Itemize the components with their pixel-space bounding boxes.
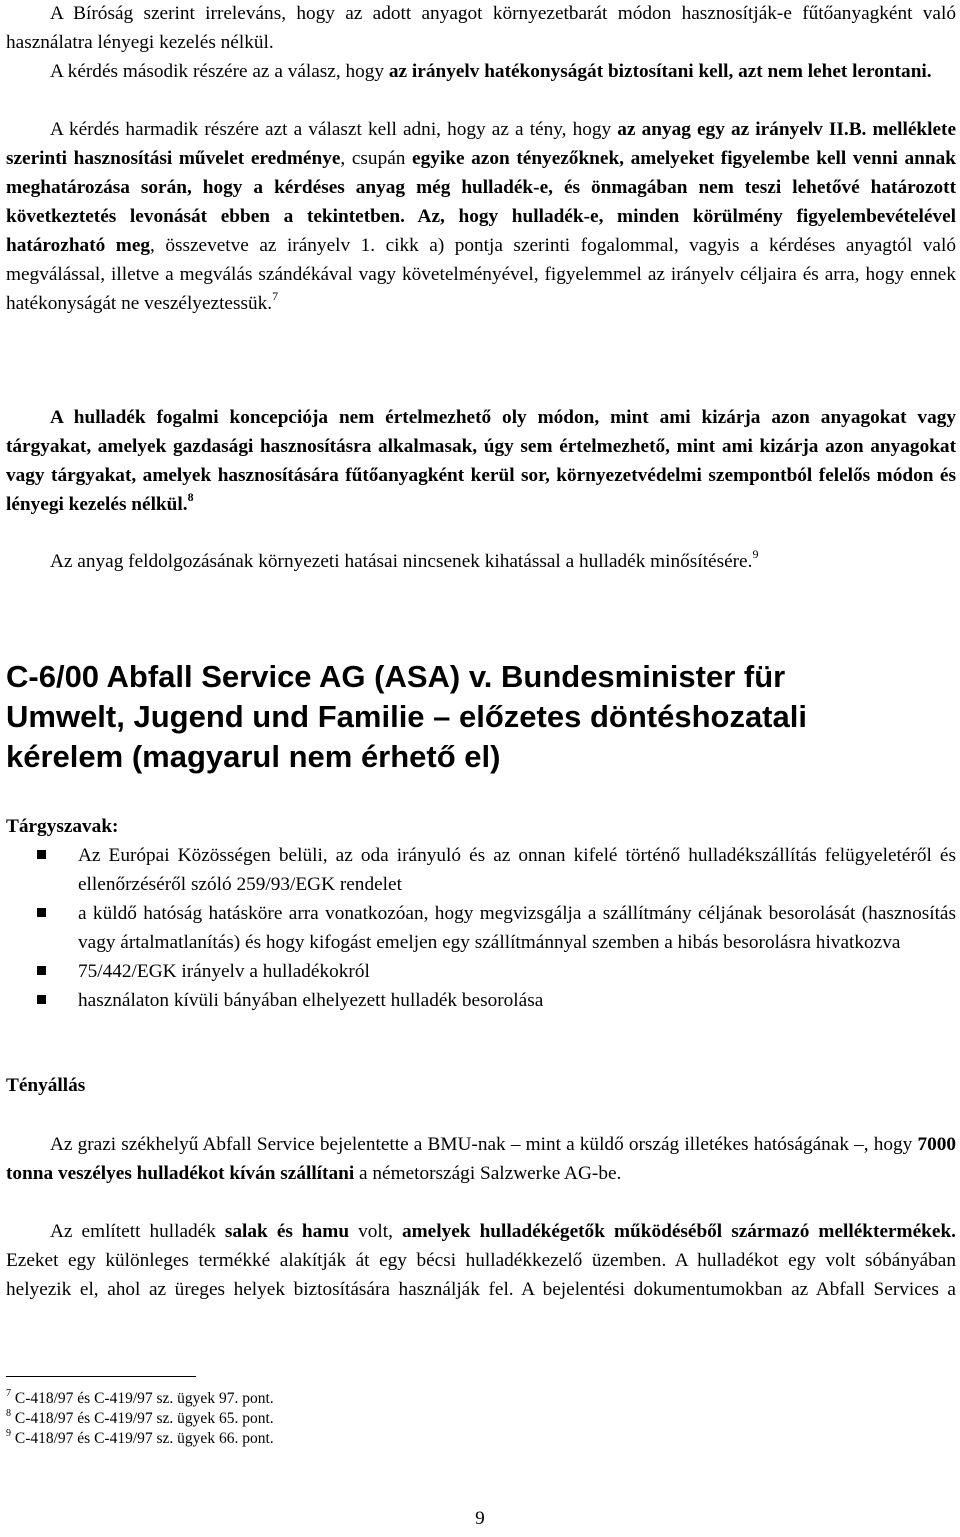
bold-text: A hulladék fogalmi koncepciója nem értelmezhető oly módon, mint ami kizárja azon anyagokat vagy tárgyakat, amelyek gazdasági hasznosításra alkalmasak, úgy sem értelmezhető, mint ami kizárja azon anyagokat vagy tárgyakat, amelyek hasznosítására fűtőanyagként kerül sor, környezetvédelmi szempontból felelős módon és lényegi kezelés nélkül. [6, 407, 956, 515]
footnote [6, 1429, 956, 1449]
keyword-text: a küldő hatóság hatásköre arra vonatkozóan, hogy megvizsgálja a szállítmány céljának besorolását (hasznosítás vagy ártalmatlanítás) és hogy kifogást emeljen egy szállítmánnyal szemben a hibás besorolásra hivatkozva [78, 903, 956, 953]
paragraph-text: Az anyag feldolgozásának környezeti hatásai nincsenek kihatással a hulladék minősítésére. [50, 551, 753, 572]
paragraph-text: A kérdés harmadik részére azt a választ kell adni, hogy az a tény, hogy [50, 119, 618, 140]
bold-text: amelyek hulladékégetők működéséből származó melléktermékek. [401, 1221, 957, 1242]
footnote-number: 9 [6, 1427, 11, 1439]
bullet-square-icon [37, 995, 46, 1004]
bold-text: egyike azon tényezőknek, amelyeket figyelembe kell venni annak meghatározása során, hogy a kérdéses anyag még hulladék-e, és önmagában nem teszi lehetővé határozott következtetés levonását ebben a tekintetben. Az, hogy hulladék-e, minden körülmény figyelembevételével határozható meg [6, 148, 956, 256]
paragraph-waste-concept [6, 403, 956, 519]
footnote [6, 1409, 956, 1429]
paragraph-text: Az említett hulladék [50, 1221, 225, 1242]
paragraph-text: a németországi Salzwerke AG-be. [354, 1163, 622, 1184]
footnote [6, 1389, 956, 1409]
paragraph-text: , összevetve az irányelv 1. cikk a) pontja szerinti fogalommal, vagyis a kérdéses anyagtól való megválással, illetve a megválás szándékával vagy követelményével, figyelemmel az irányelv céljaira és arra, hogy ennek hatékonyságát ne veszélyeztessük. [6, 235, 956, 314]
paragraph-text: A Bíróság szerint irreleváns, hogy az adott anyagot környezetbarát módon hasznosítják-e fűtőanyagként való használatra lényegi kezelés nélkül. [6, 3, 956, 53]
keywords-heading [6, 812, 118, 841]
page-number: 9 [475, 1508, 485, 1529]
heading-text: Tényállás [6, 1075, 86, 1096]
paragraph-facts-notification [6, 1130, 956, 1188]
keywords-list [6, 841, 956, 1015]
bold-text: salak és hamu [224, 1221, 350, 1242]
facts-heading [6, 1071, 85, 1100]
bullet-square-icon [37, 850, 46, 859]
footnotes [6, 1389, 956, 1449]
footnote-number: 8 [6, 1407, 11, 1419]
paragraph-environmental-effects [6, 547, 956, 576]
keyword-item [6, 957, 956, 986]
footnote-ref: 8 [187, 489, 194, 504]
paragraph-question-two [6, 57, 956, 86]
bold-text: 7000 tonna veszélyes hulladékot kíván szállítani [6, 1134, 956, 1184]
keyword-item [6, 841, 956, 899]
keyword-text: 75/442/EGK irányelv a hulladékokról [78, 961, 370, 982]
footnote-text: C-418/97 és C-419/97 sz. ügyek 97. pont. [14, 1390, 274, 1407]
paragraph-text: Az grazi székhelyű Abfall Service bejelentette a BMU-nak – mint a küldő ország illetékes hatóságának –, hogy [50, 1134, 918, 1155]
footnote-number: 7 [6, 1387, 11, 1399]
paragraph-text: A kérdés második részére az a válasz, hogy [50, 61, 389, 82]
paragraph-text: volt, [349, 1221, 402, 1242]
footnote-text: C-418/97 és C-419/97 sz. ügyek 65. pont. [14, 1410, 274, 1427]
keyword-text: használaton kívüli bányában elhelyezett hulladék besorolása [78, 990, 544, 1011]
heading-text: Tárgyszavak: [6, 816, 119, 837]
footnote-ref: 9 [752, 546, 759, 561]
footnote-ref: 7 [272, 288, 279, 303]
paragraph-question-three [6, 115, 956, 318]
paragraph-text: Ezeket egy különleges termékké alakítják át egy bécsi hulladékkezelő üzemben. A hulladékot egy volt sóbányában helyezik el, ahol az üreges helyek biztosítására használják fel. A bejelentési dokumentumokban az Abfall Services a [6, 1250, 956, 1300]
paragraph-fuel-use [6, 0, 956, 57]
bullet-square-icon [37, 966, 46, 975]
paragraph-facts-waste [6, 1217, 956, 1304]
keyword-item [6, 986, 956, 1015]
footnote-separator [6, 1376, 196, 1377]
case-title: C-6/00 Abfall Service AG (ASA) v. Bundesminister für Umwelt, Jugend und Familie – előzetes döntéshozatali kérelem (magyarul nem érhető el) [6, 659, 807, 774]
keyword-text: Az Európai Közösségen belüli, az oda irányuló és az onnan kifelé történő hulladékszállítás felügyeletéről és ellenőrzéséről szóló 259/93/EGK rendelet [78, 845, 956, 895]
paragraph-text: , csupán [340, 148, 413, 169]
bullet-square-icon [37, 908, 46, 917]
bold-text: az irányelv hatékonyságát biztosítani kell, azt nem lehet lerontani. [388, 61, 932, 82]
bold-text: az anyag egy az irányelv II.B. melléklete szerinti hasznosítási művelet eredménye [6, 119, 956, 169]
footnote-text: C-418/97 és C-419/97 sz. ügyek 66. pont. [14, 1430, 274, 1447]
keyword-item [6, 899, 956, 957]
